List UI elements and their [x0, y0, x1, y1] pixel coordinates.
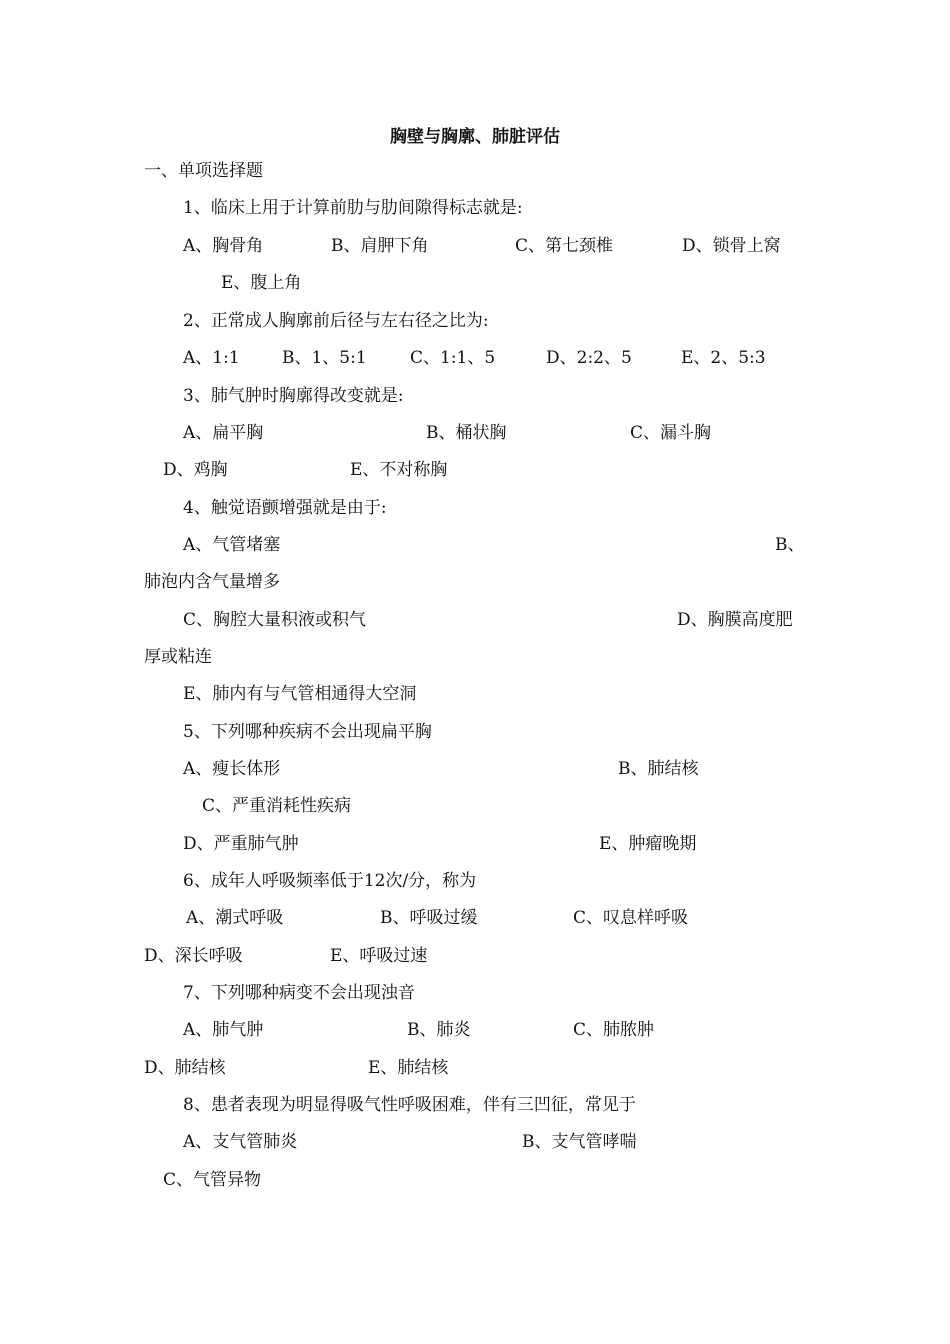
- question-4-stem: 4、触觉语颤增强就是由于:: [183, 498, 387, 518]
- q2-option-e: E、2、5:3: [681, 348, 766, 368]
- q1-option-a: A、胸骨角: [183, 236, 264, 256]
- q5-option-d: D、严重肺气肿: [183, 834, 299, 854]
- q5-option-a: A、瘦长体形: [183, 759, 281, 779]
- q7-option-b: B、肺炎: [407, 1020, 471, 1040]
- q1-option-d: D、锁骨上窝: [682, 236, 781, 256]
- q6-option-e: E、呼吸过速: [330, 946, 428, 966]
- section-heading: 一、单项选择题: [144, 161, 263, 181]
- q6-option-d: D、深长呼吸: [144, 946, 243, 966]
- question-2-stem: 2、正常成人胸廓前后径与左右径之比为:: [183, 311, 489, 331]
- q2-option-c: C、1:1、5: [410, 348, 496, 368]
- q4-option-b-text: 肺泡内含气量增多: [144, 572, 280, 592]
- q2-option-b: B、1、5:1: [282, 348, 367, 368]
- question-7-stem: 7、下列哪种病变不会出现浊音: [183, 983, 415, 1003]
- question-3-stem: 3、肺气肿时胸廓得改变就是:: [183, 386, 404, 406]
- q1-option-c: C、第七颈椎: [515, 236, 614, 256]
- q4-option-d-part1: D、胸膜高度肥: [677, 610, 793, 630]
- q3-option-c: C、漏斗胸: [630, 423, 712, 443]
- question-6-stem: 6、成年人呼吸频率低于12次/分，称为: [183, 871, 477, 891]
- q1-option-b: B、肩胛下角: [331, 236, 429, 256]
- q5-option-c: C、严重消耗性疾病: [202, 796, 352, 816]
- q4-option-e: E、肺内有与气管相通得大空洞: [183, 684, 417, 704]
- question-1-stem: 1、临床上用于计算前肋与肋间隙得标志就是:: [183, 198, 523, 218]
- q8-option-c: C、气管异物: [163, 1170, 262, 1190]
- q7-option-d: D、肺结核: [144, 1058, 226, 1078]
- q7-option-e: E、肺结核: [368, 1058, 449, 1078]
- q3-option-b: B、桶状胸: [426, 423, 507, 443]
- q4-option-a: A、气管堵塞: [183, 535, 281, 555]
- q4-option-b-label: B、: [775, 535, 805, 555]
- page-title: 胸壁与胸廓、肺脏评估: [390, 127, 560, 147]
- q7-option-a: A、肺气肿: [183, 1020, 264, 1040]
- question-5-stem: 5、下列哪种疾病不会出现扁平胸: [183, 722, 432, 742]
- q2-option-d: D、2:2、5: [546, 348, 632, 368]
- q4-option-c: C、胸腔大量积液或积气: [183, 610, 367, 630]
- q2-option-a: A、1:1: [183, 348, 240, 368]
- q7-option-c: C、肺脓肿: [573, 1020, 655, 1040]
- q6-option-c: C、叹息样呼吸: [573, 908, 689, 928]
- q5-option-e: E、肿瘤晚期: [599, 834, 697, 854]
- question-8-stem: 8、患者表现为明显得吸气性呼吸困难，伴有三凹征，常见于: [183, 1095, 636, 1115]
- q1-option-e: E、腹上角: [221, 273, 302, 293]
- q5-option-b: B、肺结核: [618, 759, 699, 779]
- q6-option-b: B、呼吸过缓: [380, 908, 478, 928]
- q6-option-a: A、潮式呼吸: [186, 908, 284, 928]
- q8-option-a: A、支气管肺炎: [183, 1132, 298, 1152]
- q3-option-e: E、不对称胸: [350, 460, 448, 480]
- q3-option-d: D、鸡胸: [163, 460, 228, 480]
- q3-option-a: A、扁平胸: [183, 423, 264, 443]
- q8-option-b: B、支气管哮喘: [522, 1132, 637, 1152]
- q4-option-d-part2: 厚或粘连: [144, 647, 212, 667]
